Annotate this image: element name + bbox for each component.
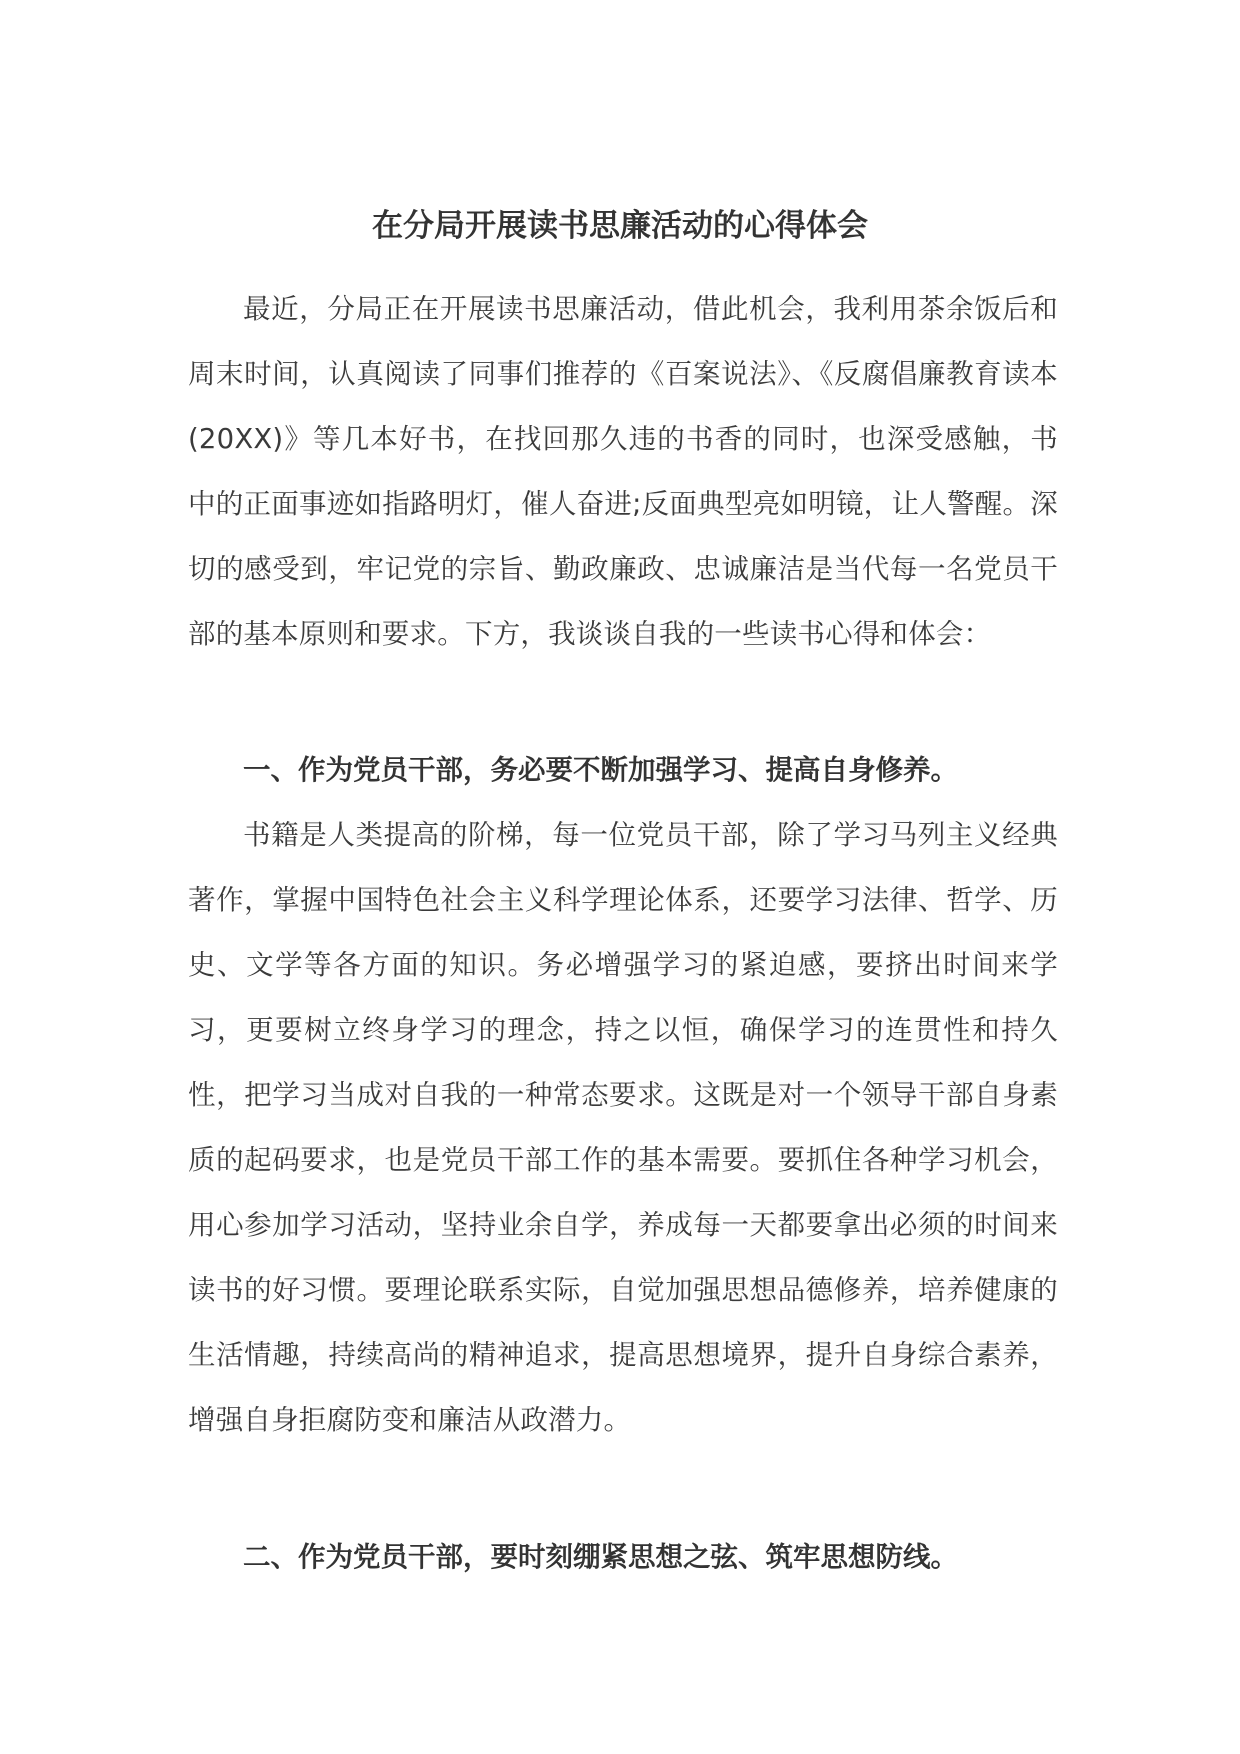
paragraph-intro: 最近，分局正在开展读书思廉活动，借此机会，我利用茶余饭后和周末时间，认真阅读了同事们推荐的《百案说法》、《反腐倡廉教育读本(20XX)》等几本好书，在找回那久违的书香的同时，也深受感触，书中的正面事迹如指路明灯，催人奋进;反面典型亮如明镜，让人警醒。深切的感受到，牢记党的宗旨、勤政廉政、忠诚廉洁是当代每一名党员干部的基本原则和要求。下方，我谈谈自我的一些读书心得和体会： — [188, 293, 1058, 650]
section-heading-2: 二、作为党员干部，要时刻绷紧思想之弦、筑牢思想防线。 — [243, 1541, 958, 1573]
section-heading-1: 一、作为党员干部，务必要不断加强学习、提高自身修养。 — [243, 754, 958, 786]
document-title: 在分局开展读书思廉活动的心得体会 — [372, 208, 868, 244]
paragraph-section-1: 书籍是人类提高的阶梯，每一位党员干部，除了学习马列主义经典著作，掌握中国特色社会主义科学理论体系，还要学习法律、哲学、历史、文学等各方面的知识。务必增强学习的紧迫感，要挤出时间来学习，更要树立终身学习的理念，持之以恒，确保学习的连贯性和持久性，把学习当成对自我的一种常态要求。这既是对一个领导干部自身素质的起码要求，也是党员干部工作的基本需要。要抓住各种学习机会，用心参加学习活动，坚持业余自学，养成每一天都要拿出必须的时间来读书的好习惯。要理论联系实际，自觉加强思想品德修养，培养健康的生活情趣，持续高尚的精神追求，提高思想境界，提升自身综合素养，增强自身拒腐防变和廉洁从政潜力。 — [188, 819, 1058, 1436]
